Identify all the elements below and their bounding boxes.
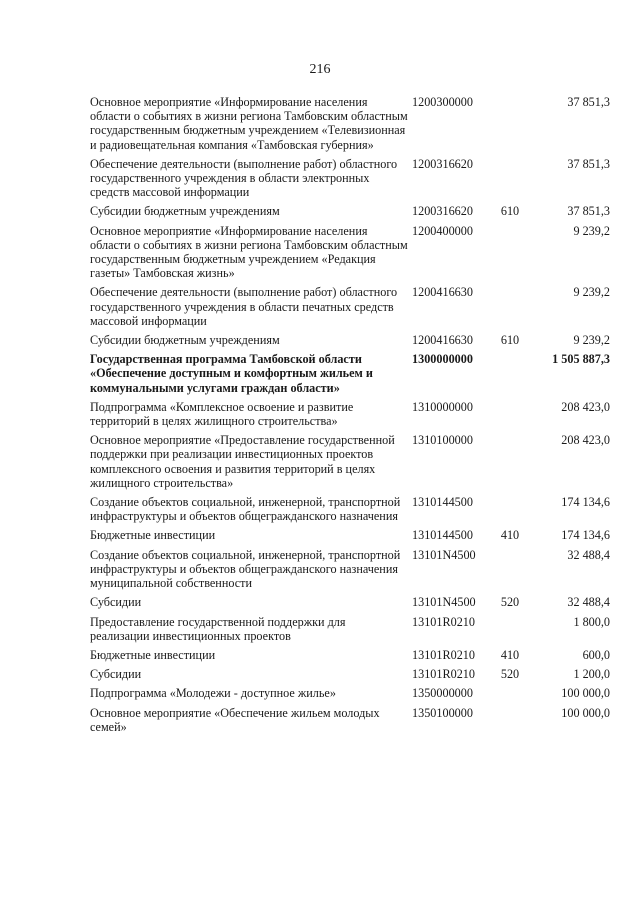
row-sum: 37 851,3 (567, 156, 610, 171)
row-name: Основное мероприятие «Информирование населения области о событиях в жизни региона Тамбовским областным государственным бюджетным учреждением «Телевизионная и радиовещательная компания «Тамбовская губерния» (90, 95, 408, 152)
row-sum: 208 423,0 (561, 433, 610, 448)
row-code: 1200416630 (412, 333, 473, 348)
budget-table (90, 95, 610, 739)
row-code: 13101N4500 (412, 595, 476, 610)
row-code: 1200316620 (412, 156, 473, 171)
row-sum: 1 505 887,3 (552, 352, 610, 367)
row-code: 1310000000 (412, 399, 473, 414)
row-code: 1200416630 (412, 285, 473, 300)
row-expense-type: 520 (500, 667, 520, 682)
row-name: Субсидии (90, 667, 142, 682)
row-name: Субсидии бюджетным учреждениям (90, 204, 280, 219)
budget-table-body (90, 95, 610, 739)
row-expense-type (496, 157, 524, 205)
row-code: 1310100000 (412, 433, 473, 448)
row-sum: 600,0 (582, 647, 610, 662)
row-sum: 32 488,4 (567, 547, 610, 562)
row-sum: 174 134,6 (561, 528, 610, 543)
row-code: 1200400000 (412, 223, 473, 238)
row-expense-type: 410 (500, 528, 520, 543)
row-name: Бюджетные инвестиции (90, 528, 216, 543)
row-name: Обеспечение деятельности (выполнение работ) областного государственного учреждения в области электронных средств массовой информации (90, 156, 398, 200)
row-code: 13101R0210 (412, 647, 475, 662)
row-expense-type (496, 95, 524, 157)
table-row (90, 157, 610, 205)
table-row (90, 224, 610, 286)
table-row (90, 285, 610, 333)
row-expense-type (496, 686, 524, 705)
row-code: 13101N4500 (412, 547, 476, 562)
table-row (90, 667, 610, 686)
row-sum: 9 239,2 (573, 285, 610, 300)
row-name: Основное мероприятие «Информирование населения области о событиях в жизни региона Тамбовским областным государственным бюджетным учреждением «Редакция газеты» Тамбовская жизнь» (90, 223, 408, 281)
table-row (90, 595, 610, 614)
table-row (90, 548, 610, 596)
row-sum: 100 000,0 (561, 686, 610, 701)
row-name: Предоставление государственной поддержки для реализации инвестиционных проектов (90, 614, 346, 643)
row-name: Основное мероприятие «Обеспечение жильем молодых семей» (90, 705, 380, 734)
row-sum: 208 423,0 (561, 399, 610, 414)
row-expense-type: 610 (500, 204, 520, 219)
row-sum: 1 200,0 (573, 667, 610, 682)
row-code: 1300000000 (412, 352, 473, 367)
row-expense-type: 610 (500, 333, 520, 348)
row-sum: 37 851,3 (567, 95, 610, 109)
row-name: Основное мероприятие «Предоставление государственной поддержки при реализации инвестиционных проектов комплексного освоения и развития территорий в целях жилищного строительства» (90, 433, 395, 490)
row-code: 1200316620 (412, 204, 473, 219)
table-row (90, 528, 610, 547)
row-name: Создание объектов социальной, инженерной, транспортной инфраструктуры и объектов общегражданского назначения (90, 495, 401, 524)
row-expense-type (496, 352, 524, 400)
row-expense-type (496, 400, 524, 433)
row-expense-type: 520 (500, 595, 520, 610)
table-row (90, 495, 610, 528)
row-name: Государственная программа Тамбовской области «Обеспечение доступным и комфортным жильем и коммунальными услугами граждан области» (90, 352, 373, 395)
row-expense-type (496, 433, 524, 495)
table-row (90, 95, 610, 157)
row-name: Обеспечение деятельности (выполнение работ) областного государственного учреждения в области печатных средств массовой информации (90, 285, 398, 328)
row-sum: 1 800,0 (573, 614, 610, 629)
row-expense-type (496, 495, 524, 528)
row-name: Субсидии (90, 595, 142, 610)
row-name: Бюджетные инвестиции (90, 647, 216, 662)
row-sum: 9 239,2 (573, 223, 610, 238)
row-code: 1310144500 (412, 528, 473, 543)
row-sum: 32 488,4 (567, 595, 610, 610)
table-row (90, 400, 610, 433)
row-expense-type (496, 706, 524, 739)
row-expense-type (496, 548, 524, 596)
page-number: 216 (309, 62, 331, 77)
table-row (90, 686, 610, 705)
row-code: 1200300000 (412, 95, 473, 109)
row-name: Подпрограмма «Молодежи - доступное жилье» (90, 686, 336, 701)
row-expense-type: 410 (500, 647, 520, 662)
row-code: 1350100000 (412, 705, 473, 720)
row-name: Подпрограмма «Комплексное освоение и развитие территорий в целях жилищного строительства» (90, 399, 354, 429)
row-code: 13101R0210 (412, 614, 475, 629)
table-row (90, 615, 610, 648)
table-row (90, 433, 610, 495)
row-sum: 100 000,0 (561, 705, 610, 720)
table-row (90, 352, 610, 400)
table-row (90, 204, 610, 223)
row-sum: 174 134,6 (561, 495, 610, 510)
table-row (90, 648, 610, 667)
row-name: Субсидии бюджетным учреждениям (90, 333, 280, 348)
row-expense-type (496, 285, 524, 333)
row-sum: 9 239,2 (573, 333, 610, 348)
row-sum: 37 851,3 (567, 204, 610, 219)
table-row (90, 706, 610, 739)
row-code: 13101R0210 (412, 667, 475, 682)
table-row (90, 333, 610, 352)
row-code: 1310144500 (412, 495, 473, 510)
row-expense-type (496, 224, 524, 286)
row-expense-type (496, 615, 524, 648)
row-code: 1350000000 (412, 686, 473, 701)
row-name: Создание объектов социальной, инженерной, транспортной инфраструктуры и объектов общегражданского назначения муниципальной собственности (90, 547, 401, 591)
